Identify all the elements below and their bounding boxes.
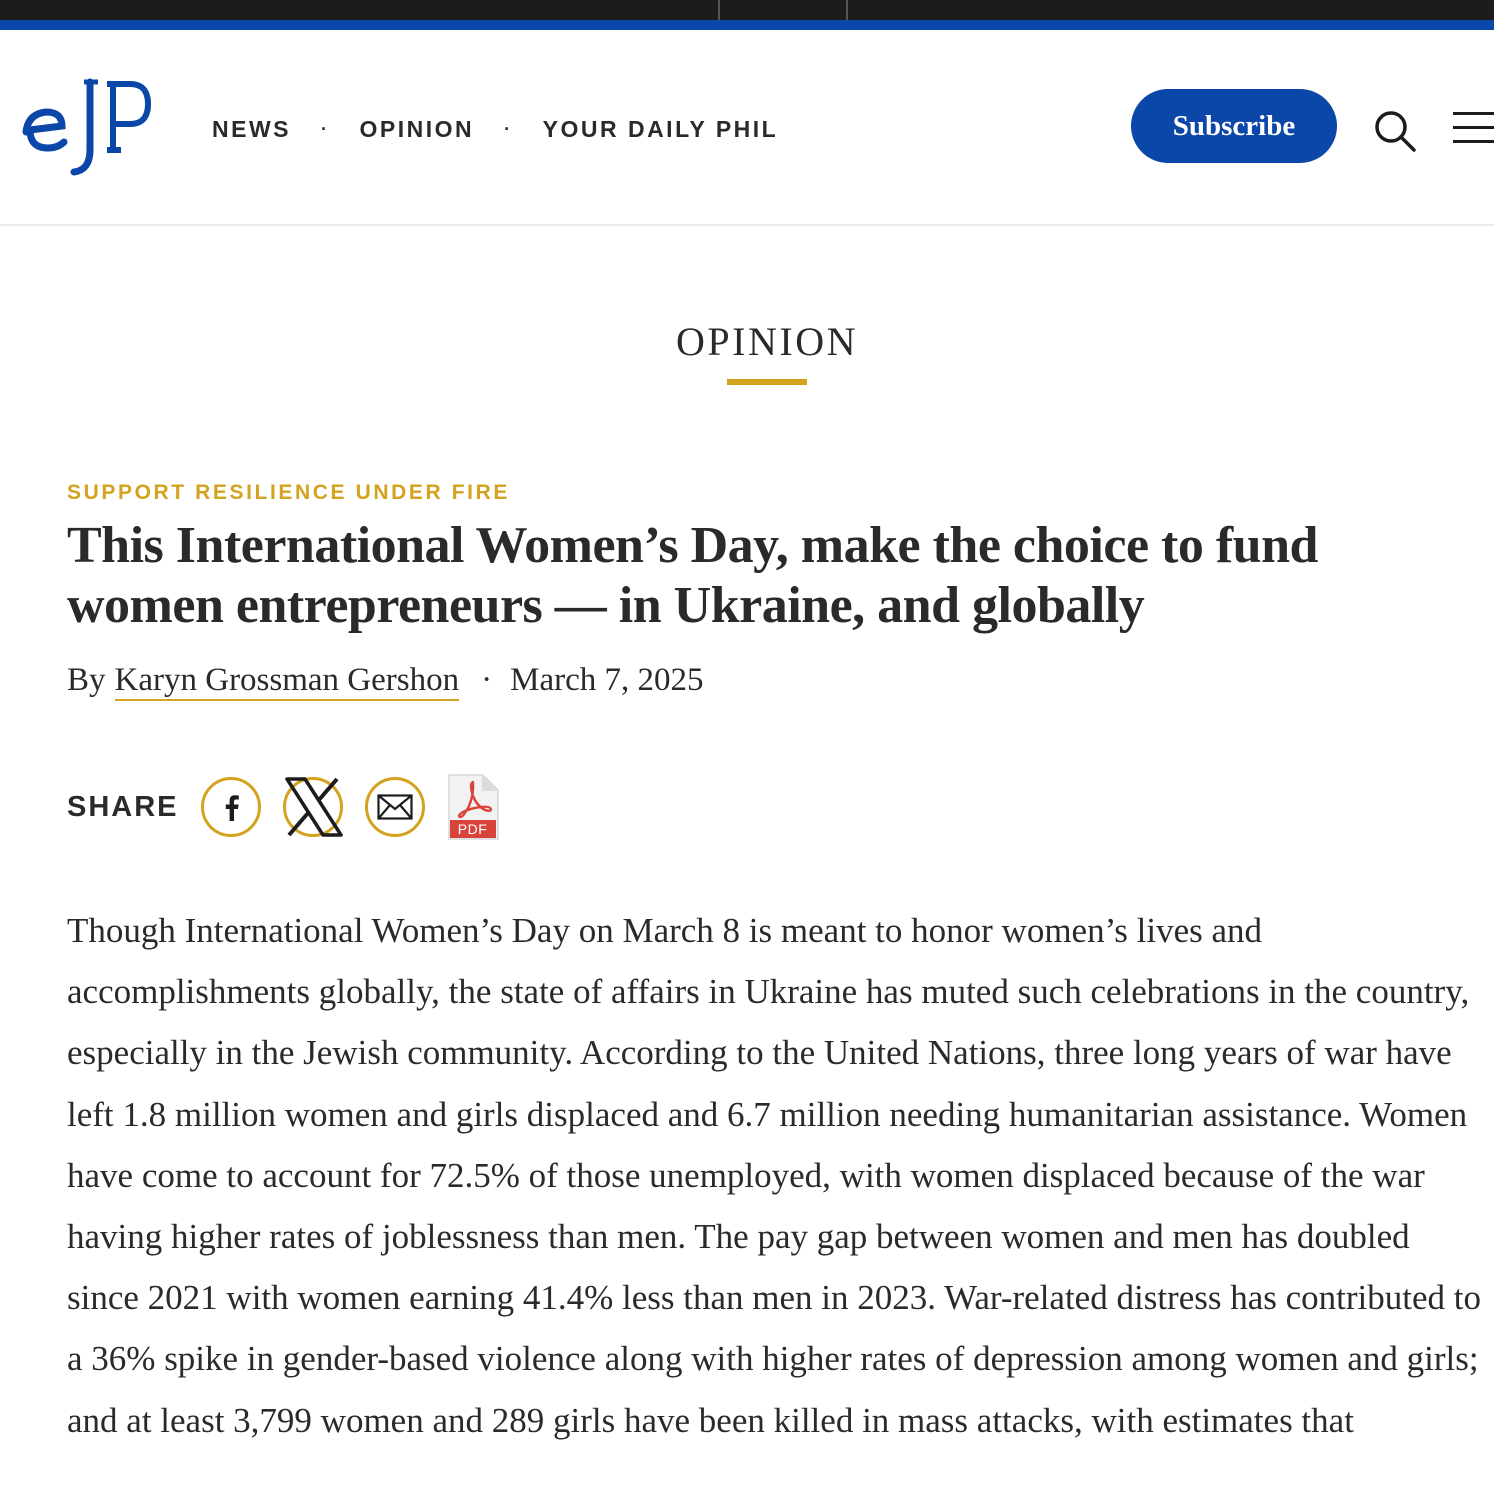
byline-separator: · <box>481 662 493 698</box>
nav-separator: · <box>321 118 330 139</box>
menu-button[interactable] <box>1450 108 1494 148</box>
nav-your-daily-phil[interactable]: YOUR DAILY PHIL <box>542 115 779 142</box>
share-facebook-button[interactable] <box>201 777 261 837</box>
browser-top-bar <box>0 0 1494 20</box>
article-kicker[interactable]: SUPPORT RESILIENCE UNDER FIRE <box>67 481 510 504</box>
top-bar-divider <box>718 0 720 20</box>
nav-separator: · <box>504 118 513 139</box>
search-button[interactable] <box>1372 108 1418 154</box>
facebook-icon <box>220 792 242 822</box>
ejp-logo[interactable] <box>18 74 158 178</box>
pdf-label: PDF <box>457 821 488 837</box>
top-bar-divider <box>846 0 848 20</box>
share-x-button[interactable] <box>283 777 343 837</box>
x-icon <box>283 777 343 837</box>
ejp-logo-mark <box>18 74 158 178</box>
nav-opinion[interactable]: OPINION <box>359 115 475 142</box>
email-icon <box>377 794 413 820</box>
hamburger-menu-icon <box>1453 140 1494 143</box>
byline-prefix: By <box>67 662 106 698</box>
search-icon <box>1372 108 1418 154</box>
hamburger-menu-icon <box>1453 112 1494 115</box>
share-bar <box>67 774 499 840</box>
subscribe-button[interactable]: Subscribe <box>1131 89 1337 163</box>
article-headline: This International Women’s Day, make the choice to fund women entrepreneurs — in Ukraine, and globally <box>67 517 1318 634</box>
nav-news[interactable]: NEWS <box>212 115 291 142</box>
section-underline <box>727 379 807 385</box>
main-nav <box>212 114 778 144</box>
publish-date: March 7, 2025 <box>510 662 704 698</box>
hamburger-menu-icon <box>1453 126 1494 129</box>
download-pdf-button[interactable] <box>447 774 499 840</box>
share-email-button[interactable] <box>365 777 425 837</box>
share-label: SHARE <box>67 790 179 823</box>
byline <box>67 662 704 701</box>
site-header <box>0 30 1494 226</box>
author-link[interactable]: Karyn Grossman Gershon <box>115 662 460 701</box>
article-body-paragraph: Though International Women’s Day on March 8 is meant to honor women’s lives and accomplishments globally, the state of affairs in Ukraine has muted such celebrations in the country, especially in the Jewish community. According to the United Nations, three long years of war have left 1.8 million women and girls displaced and 6.7 million needing humanitarian assistance. Women have come to account for 72.5% of those unemployed, with women displaced because of the war having higher rates of joblessness than men. The pay gap between women and men has doubled since 2021 with women earning 41.4% less than men in 2023. War-related distress has contributed to a 36% spike in gender-based violence along with higher rates of depression among women and girls; and at least 3,799 women and 289 girls have been killed in mass attacks, with estimates that <box>67 911 1481 1440</box>
brand-stripe <box>0 20 1494 30</box>
section-label[interactable]: OPINION <box>676 319 858 364</box>
